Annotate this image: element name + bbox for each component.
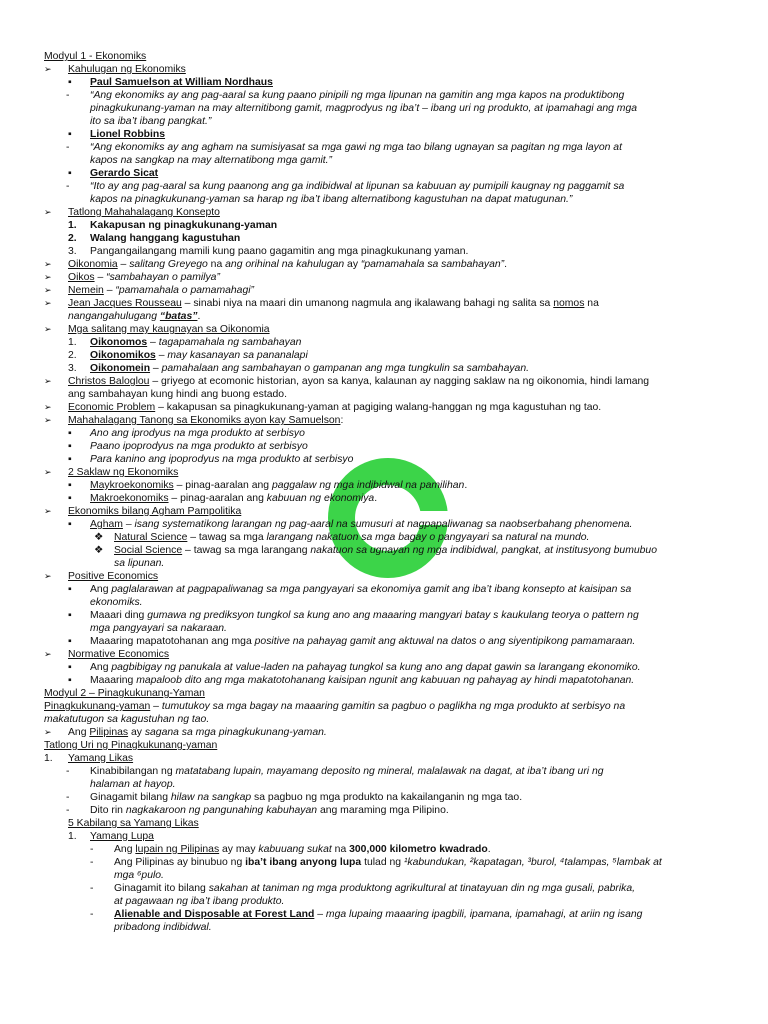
sicat-quote-text: “Ito ay ang pag-aaral sa kung paanong ang ga indibidwal at lipunan sa kabuuan ay pumipili kaugnay ng paggamit sa xyxy=(90,181,625,192)
square-bullet-icon: ▪ xyxy=(68,584,72,595)
term-desc: pamahalaan ang sambahayan o gampanan ang mga tungkulin sa sambahayan. xyxy=(161,363,530,374)
term-desc: kabuuan ng ekonomiya xyxy=(266,493,375,504)
list-item xyxy=(44,531,734,544)
text: ay xyxy=(128,727,145,738)
oikonomia-term: Oikonomia xyxy=(68,259,118,270)
text: Ang xyxy=(90,662,112,673)
text: matatabang lupain, mayamang deposito ng mineral, malalawak na dagat, at iba’t ibang uri ng xyxy=(175,766,604,777)
rousseau-desc: nangangahulugang xyxy=(68,311,160,322)
list-item xyxy=(44,232,734,245)
text: na xyxy=(331,844,350,855)
term: Oikonomein xyxy=(90,363,151,374)
text: paglalarawan at pagpapaliwanag sa mga pangyayari sa ekonomiya gamit ang iba’t ibang konsepto at kaisipan sa xyxy=(111,584,632,595)
economic-problem-term: Economic Problem xyxy=(68,402,156,413)
list-item xyxy=(44,765,734,778)
nomos-term: nomos xyxy=(553,298,585,309)
agham-heading-text: Ekonomiks bilang Agham Pampolitika xyxy=(68,506,242,517)
pinagkukunang-def-1 xyxy=(44,700,734,713)
kahulugan-heading-text: Kahulugan ng Ekonomiks xyxy=(68,64,186,75)
text: iba’t ibang anyong lupa xyxy=(245,857,362,868)
samuelson-quote-text: ito sa iba’t ibang pangkat.” xyxy=(90,116,212,127)
text: at pagawaan ng iba’t ibang produkto. xyxy=(114,896,285,907)
square-bullet-icon: ▪ xyxy=(68,662,72,673)
saklaw-heading xyxy=(44,466,734,479)
separator: – xyxy=(103,285,116,296)
list-item xyxy=(44,492,734,505)
pinagkukunang-def-2 xyxy=(44,713,734,726)
list-item xyxy=(44,609,734,622)
text: kabuuang sukat xyxy=(258,844,332,855)
robbins-quote-text: kapos na sangkap na may alternatibong mga gamit.” xyxy=(90,155,333,166)
term-desc: nakatuon sa ugnayan ng mga indibidwal, pangkat, at institusyong bumubuo xyxy=(310,545,657,556)
text: Ang xyxy=(90,584,112,595)
nemein-quote: “pamamahala o pamamahagi” xyxy=(115,285,254,296)
text: Ang xyxy=(68,727,90,738)
list-number: 2. xyxy=(68,233,77,244)
baloglou-desc: – griyego at ecomonic historian, ayon sa kanya, kalaunan ay nagging saklaw na ng oikonomia, hindi lamang xyxy=(149,376,650,387)
likas-heading-text: Yamang Likas xyxy=(68,753,134,764)
list-item xyxy=(44,908,734,921)
baloglou-name: Christos Baloglou xyxy=(68,376,150,387)
economic-problem-line xyxy=(44,401,734,414)
modyul1-title xyxy=(44,50,734,63)
term-desc: – tawag sa mga larangang xyxy=(182,545,311,556)
konsepto-heading xyxy=(44,206,734,219)
text: mga ⁶pulo. xyxy=(114,870,164,881)
robbins-quote-1 xyxy=(44,141,734,154)
term: Oikonomikos xyxy=(90,350,156,361)
list-number: 2. xyxy=(68,350,77,361)
text: sagana sa mga pinagkukunang-yaman. xyxy=(144,727,327,738)
nemein-line xyxy=(44,284,734,297)
diamond-bullet-icon: ❖ xyxy=(94,545,104,556)
list-item-text: Kakapusan ng pinagkukunang-yaman xyxy=(90,220,278,231)
samuelson-quote-1 xyxy=(44,89,734,102)
list-number: 1. xyxy=(68,831,77,842)
separator: – xyxy=(147,337,159,348)
dash-bullet-icon: - xyxy=(66,181,70,192)
diamond-bullet-icon: ❖ xyxy=(94,532,104,543)
sicat-quote-2 xyxy=(44,193,734,206)
term-desc: pribadong indibidwal. xyxy=(114,922,212,933)
term: Pilipinas xyxy=(89,727,129,738)
economic-problem-desc: – kakapusan sa pinagkukunang-yaman at pagiging walang-hanggan ng mga kagustuhan ng tao. xyxy=(155,402,602,413)
text: Kinabibilangan ng xyxy=(90,766,176,777)
robbins-quote-text: “Ang ekonomiks ay ang agham na sumisiyasat sa mga gawi ng mga tao bilang ugnayan sa pagitan ng mga layon at xyxy=(90,142,622,153)
list-number: 1. xyxy=(68,337,77,348)
text: Dito rin xyxy=(90,805,126,816)
arrow-bullet-icon: ➢ xyxy=(44,571,52,581)
samuelson-name-text: Paul Samuelson at William Nordhaus xyxy=(90,77,273,88)
uri-heading xyxy=(44,739,734,752)
saklaw-heading-text: 2 Saklaw ng Ekonomiks xyxy=(68,467,179,478)
list-item xyxy=(44,349,734,362)
square-bullet-icon: ▪ xyxy=(68,610,72,621)
list-item-continued xyxy=(44,869,734,882)
separator: – xyxy=(314,909,326,920)
baloglou-line-2 xyxy=(44,388,734,401)
baloglou-desc: ang sambahayan kung hindi ang buong estado. xyxy=(68,389,287,400)
oikonomia-desc: ang orihinal na kahulugan xyxy=(225,259,345,270)
period: . xyxy=(464,480,468,491)
text: Ginagamit ito bilang xyxy=(114,883,209,894)
list-item-continued xyxy=(44,921,734,934)
separator: – xyxy=(117,259,130,270)
list-item xyxy=(44,882,734,895)
separator: – xyxy=(150,363,162,374)
list-item-continued xyxy=(44,622,734,635)
agham-heading xyxy=(44,505,734,518)
list-item-continued xyxy=(44,778,734,791)
arrow-bullet-icon: ➢ xyxy=(44,467,52,477)
text: Maaaring xyxy=(90,675,137,686)
list-item-text: Ano ang iprodyus na mga produkto at serbisyo xyxy=(90,428,305,439)
dash-bullet-icon: - xyxy=(66,805,70,816)
square-bullet-icon: ▪ xyxy=(68,454,72,465)
term-desc: – pinag-aaralan ang xyxy=(168,493,267,504)
text: Maaari ding xyxy=(90,610,148,621)
normative-heading-text: Normative Economics xyxy=(68,649,170,660)
list-item xyxy=(44,583,734,596)
normative-heading xyxy=(44,648,734,661)
lupa-heading-text: Yamang Lupa xyxy=(90,831,154,842)
list-item-text: Walang hanggang kagustuhan xyxy=(90,233,241,244)
list-item xyxy=(44,674,734,687)
text: tulad ng xyxy=(361,857,404,868)
square-bullet-icon: ▪ xyxy=(68,480,72,491)
period: . xyxy=(487,844,491,855)
connector: ay xyxy=(344,259,361,270)
arrow-bullet-icon: ➢ xyxy=(44,649,52,659)
samuelson-quote-3 xyxy=(44,115,734,128)
term-desc: makatutugon sa kagustuhan ng tao. xyxy=(44,714,210,725)
text: halaman at hayop. xyxy=(90,779,176,790)
text: mapaloob dito ang mga makatotohanang kaisipan ngunit ang kabuuan ng pahayag ay hindi mapatotohanan. xyxy=(136,675,635,686)
list-item xyxy=(44,661,734,674)
term: Oikonomos xyxy=(90,337,148,348)
arrow-bullet-icon: ➢ xyxy=(44,727,52,737)
square-bullet-icon: ▪ xyxy=(68,493,72,504)
sicat-quote-text: kapos na pinagkukunang-yaman sa harap ng iba’t ibang alternatibong kagustuhan na dapat matugunan.” xyxy=(90,194,573,205)
modyul2-title xyxy=(44,687,734,700)
list-number: 1. xyxy=(44,753,53,764)
term: Social Science xyxy=(114,545,183,556)
tanong-heading-text: Mahahalagang Tanong sa Ekonomiks ayon kay Samuelson xyxy=(68,415,341,426)
term-desc: – tawag sa mga xyxy=(187,532,267,543)
arrow-bullet-icon: ➢ xyxy=(44,402,52,412)
dash-bullet-icon: - xyxy=(90,844,94,855)
document-page xyxy=(44,50,734,934)
rousseau-line-1 xyxy=(44,297,734,310)
list-item xyxy=(44,635,734,648)
text: gumawa ng prediksyon tungkol sa kung ano ang maaaring mangyari batay s kaukulang teorya o pattern ng xyxy=(147,610,639,621)
sicat-name-text: Gerardo Sicat xyxy=(90,168,159,179)
konsepto-heading-text: Tatlong Mahahalagang Konsepto xyxy=(68,207,220,218)
arrow-bullet-icon: ➢ xyxy=(44,272,52,282)
arrow-bullet-icon: ➢ xyxy=(44,285,52,295)
list-item xyxy=(44,336,734,349)
oikos-quote: “sambahayan o pamilya” xyxy=(106,272,220,283)
sicat-name xyxy=(44,167,734,180)
arrow-bullet-icon: ➢ xyxy=(44,415,52,425)
area-value: 300,000 kilometro kwadrado xyxy=(349,844,488,855)
term: Pinagkukunang-yaman xyxy=(44,701,151,712)
text: Ginagamit bilang xyxy=(90,792,171,803)
dash-bullet-icon: - xyxy=(66,766,70,777)
modyul2-title-text: Modyul 2 – Pinagkukunang-Yaman xyxy=(44,688,205,699)
dash-bullet-icon: - xyxy=(90,857,94,868)
period: . xyxy=(374,493,378,504)
list-item xyxy=(44,791,734,804)
text: ¹kabundukan, ²kapatagan, ³burol, ⁴talampas, ⁵lambak at xyxy=(403,857,662,868)
dash-bullet-icon: - xyxy=(90,883,94,894)
colon: : xyxy=(340,415,344,426)
list-item xyxy=(44,804,734,817)
square-bullet-icon: ▪ xyxy=(68,77,72,88)
arrow-bullet-icon: ➢ xyxy=(44,506,52,516)
robbins-name xyxy=(44,128,734,141)
arrow-bullet-icon: ➢ xyxy=(44,64,52,74)
list-number: 3. xyxy=(68,246,77,257)
square-bullet-icon: ▪ xyxy=(68,129,72,140)
dash-bullet-icon: - xyxy=(90,909,94,920)
text: Maaaring mapatotohanan ang mga xyxy=(90,636,255,647)
square-bullet-icon: ▪ xyxy=(68,168,72,179)
kaugnayan-heading-text: Mga salitang may kaugnayan sa Oikonomia xyxy=(68,324,270,335)
list-item xyxy=(44,427,734,440)
oikos-term: Oikos xyxy=(68,272,95,283)
arrow-bullet-icon: ➢ xyxy=(44,324,52,334)
list-item xyxy=(44,856,734,869)
term-desc: tagapamahala ng sambahayan xyxy=(158,337,302,348)
period: . xyxy=(504,259,508,270)
list-item xyxy=(44,245,734,258)
list-item xyxy=(44,479,734,492)
rousseau-desc: – sinabi niya na maari din umanong nagmula ang ikalawang bahagi ng salita sa xyxy=(181,298,554,309)
text: ay may xyxy=(219,844,259,855)
text: Ang Pilipinas ay binubuo ng xyxy=(114,857,246,868)
batas-term: “batas” xyxy=(159,311,198,322)
list-item xyxy=(44,843,734,856)
arrow-bullet-icon: ➢ xyxy=(44,298,52,308)
separator: – xyxy=(150,701,162,712)
separator: – xyxy=(94,272,107,283)
text: positive na pahayag xyxy=(254,636,348,647)
square-bullet-icon: ▪ xyxy=(68,441,72,452)
list-item-continued xyxy=(44,557,734,570)
list-item-text: Pangangailangang mamili kung paano gagamitin ang mga pinagkukunang yaman. xyxy=(90,246,469,257)
sicat-quote-1 xyxy=(44,180,734,193)
oikonomia-quote: “pamamahala sa sambahayan” xyxy=(360,259,505,270)
term: Agham xyxy=(90,519,123,530)
dash-bullet-icon: - xyxy=(66,792,70,803)
dash-bullet-icon: - xyxy=(66,142,70,153)
kabilang-heading-text: 5 Kabilang sa Yamang Likas xyxy=(68,818,199,829)
list-item xyxy=(44,544,734,557)
term-desc: may kasanayan sa pananalapi xyxy=(167,350,308,361)
robbins-name-text: Lionel Robbins xyxy=(90,129,166,140)
text: gamit ang aktuwal na datos o ang siyentipikong pamamaraan. xyxy=(347,636,636,647)
list-item xyxy=(44,518,734,531)
tanong-heading xyxy=(44,414,734,427)
samuelson-name xyxy=(44,76,734,89)
term-desc: larangang nakatuon sa mga bagay o pangyayari sa natural na mundo. xyxy=(266,532,590,543)
term-desc: – pinag-aaralan ang xyxy=(173,480,272,491)
text: Ang xyxy=(114,844,136,855)
rousseau-line-2 xyxy=(44,310,734,323)
uri-heading-text: Tatlong Uri ng Pinagkukunang-yaman xyxy=(44,740,218,751)
modyul1-title-text: Modyul 1 - Ekonomiks xyxy=(44,51,147,62)
period: . xyxy=(197,311,201,322)
kahulugan-heading xyxy=(44,63,734,76)
samuelson-quote-text: “Ang ekonomiks ay ang pag-aaral sa kung paano pinipili ng mga lipunan na gamitin ang mga kapos na produktibong xyxy=(90,90,625,101)
samuelson-quote-text: pinagkukunang-yaman na may alternitibong gamit, magprodyus ng iba’t – ibang uri ng produkto, at ipamahagi ang mga xyxy=(90,103,638,114)
pilipinas-line xyxy=(44,726,734,739)
oikos-line xyxy=(44,271,734,284)
rousseau-desc: na xyxy=(584,298,599,309)
lupa-heading xyxy=(44,830,734,843)
positive-heading xyxy=(44,570,734,583)
list-item-text: Paano ipoprodyus na mga produkto at serbisyo xyxy=(90,441,308,452)
text: pagbibigay ng panukala at value-laden na pahayag tungkol sa kung ano ang dapat gawin sa larangang ekonomiko. xyxy=(111,662,641,673)
term-desc: mga lupaing maaaring ipagbili, ipamana, ipamahagi, at ariin ng isang xyxy=(325,909,643,920)
term-desc: – isang systematikong larangan ng pag-aaral na sumusuri at nagpapaliwanag sa naobserbahang phenomena. xyxy=(122,519,633,530)
text: ang maraming mga Pilipino. xyxy=(317,805,449,816)
list-item-continued xyxy=(44,596,734,609)
arrow-bullet-icon: ➢ xyxy=(44,259,52,269)
list-item xyxy=(44,219,734,232)
list-item xyxy=(44,362,734,375)
term-desc: sa lipunan. xyxy=(114,558,165,569)
connector: na xyxy=(207,259,226,270)
positive-heading-text: Positive Economics xyxy=(68,571,159,582)
term: lupain ng Pilipinas xyxy=(135,844,220,855)
samuelson-quote-2 xyxy=(44,102,734,115)
text: ekonomiks. xyxy=(90,597,143,608)
oikonomia-desc: salitang Greyego xyxy=(129,259,208,270)
term-desc: tumutukoy sa mga bagay na maaaring gamitin sa pagbuo o paglikha ng mga produkto at serbisyo na xyxy=(161,701,626,712)
dash-bullet-icon: - xyxy=(66,90,70,101)
arrow-bullet-icon: ➢ xyxy=(44,207,52,217)
square-bullet-icon: ▪ xyxy=(68,519,72,530)
text: nagkakaroon ng pangunahing kabuhayan xyxy=(125,805,318,816)
baloglou-line-1 xyxy=(44,375,734,388)
list-item-continued xyxy=(44,895,734,908)
text: mga pangyayari sa nakaraan. xyxy=(90,623,227,634)
rousseau-name: Jean Jacques Rousseau xyxy=(68,298,182,309)
list-item xyxy=(44,440,734,453)
text: hilaw na sangkap xyxy=(170,792,252,803)
list-number: 1. xyxy=(68,220,77,231)
square-bullet-icon: ▪ xyxy=(68,636,72,647)
kabilang-heading xyxy=(44,817,734,830)
term: Makroekonomiks xyxy=(90,493,169,504)
list-item xyxy=(44,453,734,466)
term-desc: paggalaw ng mga indibidwal na pamilihan xyxy=(271,480,465,491)
square-bullet-icon: ▪ xyxy=(68,428,72,439)
term: Natural Science xyxy=(114,532,188,543)
term: Alienable and Disposable at Forest Land xyxy=(114,909,315,920)
nemein-term: Nemein xyxy=(68,285,104,296)
square-bullet-icon: ▪ xyxy=(68,675,72,686)
robbins-quote-2 xyxy=(44,154,734,167)
text: sa pagbuo ng mga produkto na kakailanganin ng mga tao. xyxy=(251,792,523,803)
oikonomia-line xyxy=(44,258,734,271)
arrow-bullet-icon: ➢ xyxy=(44,376,52,386)
term: Maykroekonomiks xyxy=(90,480,174,491)
likas-heading xyxy=(44,752,734,765)
list-number: 3. xyxy=(68,363,77,374)
separator: – xyxy=(155,350,168,361)
text: sakahan at taniman ng mga produktong agrikultural at tinatayuan din ng mga gusali, pabrika, xyxy=(208,883,636,894)
kaugnayan-heading xyxy=(44,323,734,336)
list-item-text: Para kanino ang ipoprodyus na mga produkto at serbisyo xyxy=(90,454,354,465)
